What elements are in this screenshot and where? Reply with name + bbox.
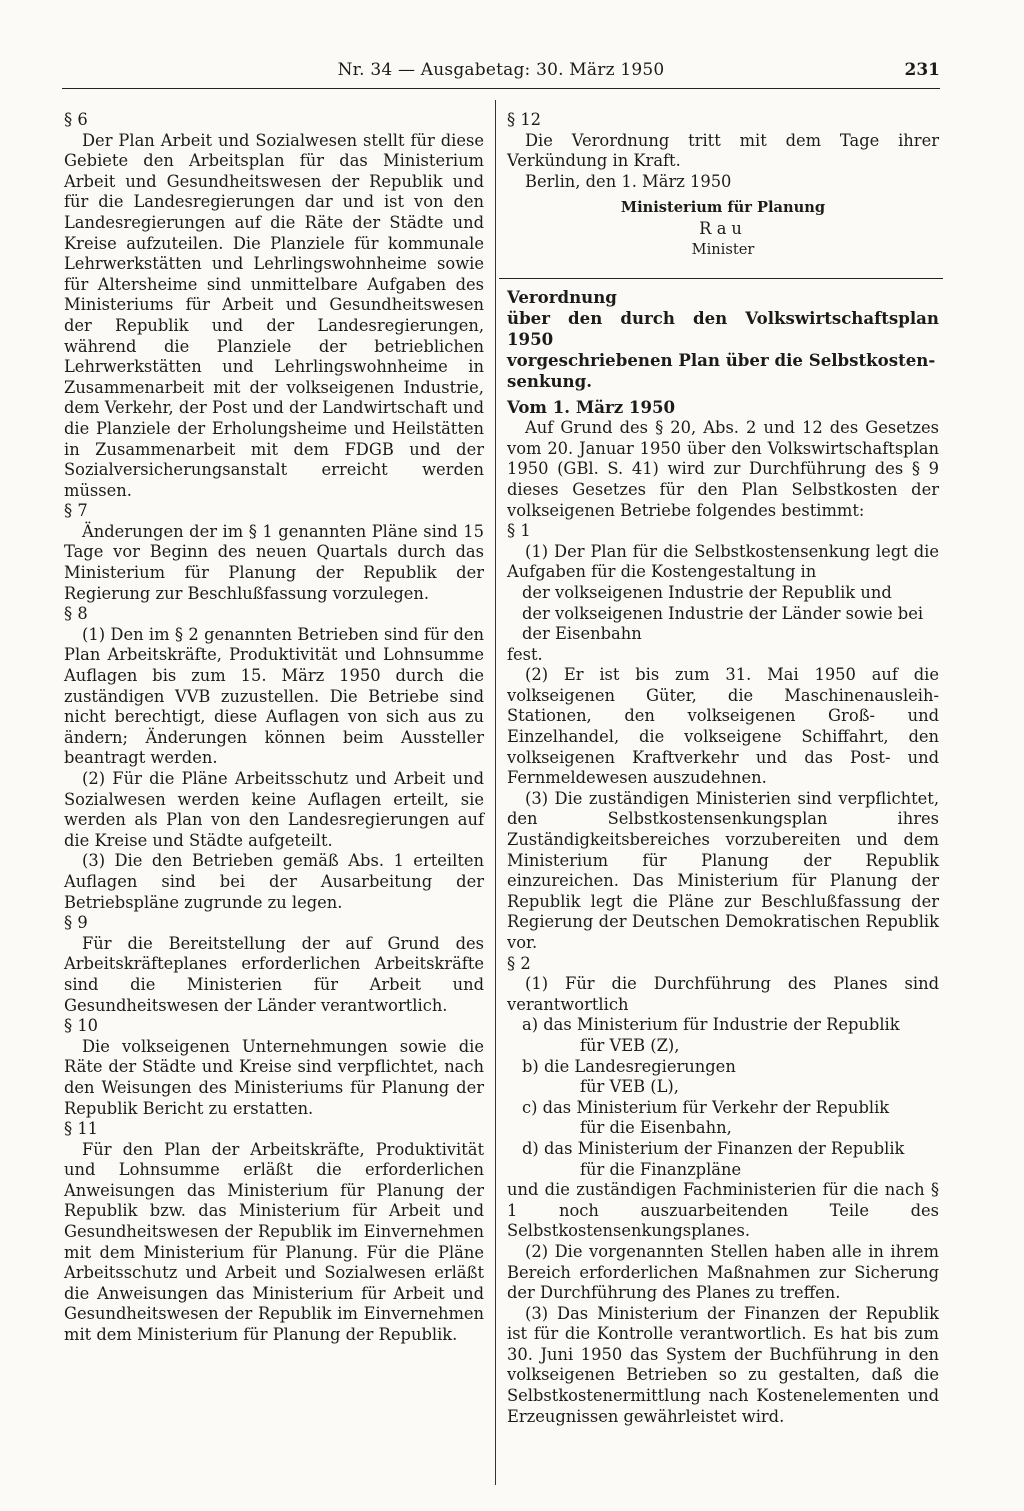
item-label: c): [522, 1097, 538, 1117]
section-8-paragraph-1: (1) Den im § 2 genannten Betrieben sind für den Plan Arbeitskräfte, Produktivität und Lohnsumme Auflagen bis zum 15. März 1950 durch die zuständigen VVB zuzustellen. Die Betriebe sind nicht berechtigt, diese Auflagen von sich aus zu ändern; Änderungen können beim Aussteller beantragt werden.: [64, 624, 484, 768]
item-label: a): [522, 1015, 539, 1035]
section-10-text: Die volkseigenen Unternehmungen sowie die Räte der Städte und Kreise sind verpflichtet, nach den Weisungen des Ministeriums für Planung der Republik Bericht zu erstatten.: [64, 1036, 484, 1118]
ordinance-section-2-end: und die zuständigen Fachministerien für die nach § 1 noch auszuarbeitenden Teile des Selbstkostensenkungsplanes.: [507, 1180, 939, 1241]
section-12-heading: § 12: [507, 110, 542, 129]
section-10-heading: § 10: [64, 1016, 99, 1036]
section-7-text: Änderungen der im § 1 genannten Pläne sind 15 Tage vor Beginn des neuen Quartals durch das Ministerium für Planung der Republik der Regierung zur Beschlußfassung vorzulegen.: [64, 521, 484, 603]
ordinance-section-1-paragraph-2: (2) Er ist bis zum 31. Mai 1950 auf die volkseigenen Güter, die Maschinenausleih-Stationen, den volkseigenen Groß- und Einzelhandel, die volkseigene Schiffahrt, den volkseigenen Kraftverkehr und das Post- und Fernmeldewesen auszudehnen.: [507, 665, 939, 788]
ordinance-section-2-heading: § 2: [507, 953, 531, 973]
ordinance-section-2-item-d: [507, 1139, 939, 1180]
ordinance-section-2-paragraph-3: (3) Das Ministerium der Finanzen der Republik ist für die Kontrolle verantwortlich. Es hat bis zum 30. Juni 1950 das System der Buchführung in den volkseigenen Betrieben so zu gestalten, daß die Selbstkostenermittlung nach Kostenelementen und Erzeugnissen gewährleistet wird.: [507, 1303, 939, 1426]
ordinance-section-2-paragraph-2: (2) Die vorgenannten Stellen haben alle in ihrem Bereich erforderlichen Maßnahmen zur Sicherung der Durchführung des Planes zu treffen.: [507, 1241, 939, 1303]
item-text: das Ministerium der Finanzen der Republik: [543, 1138, 905, 1158]
section-8-heading: § 8: [64, 604, 88, 624]
section-6-text: Der Plan Arbeit und Sozialwesen stellt für diese Gebiete den Arbeitsplan für das Ministerium Arbeit und Gesundheitswesen der Republik und für die Landesregierungen dar und ist von den Landesregierungen auf die Räte der Städte und Kreise aufzuteilen. Die Planziele für kommunale Lehrwerkstätten und Lehrlingswohnheime sowie für Altersheime sind unmittelbare Aufgaben des Ministeriums für Arbeit und Gesundheitswesen der Republik und der Landesregierungen, während die Planziele der betrieblichen Lehrwerkstätten und Lehrlingswohnheime in Zusammenarbeit mit der volkseigenen Industrie, dem Verkehr, der Post und der Landwirtschaft und die Planziele der Erholungsheime und Heilstätten in Zusammenarbeit mit dem FDGB und der Sozialversicherungsanstalt erreicht werden müssen.: [64, 130, 484, 500]
section-8-paragraph-3: (3) Die den Betrieben gemäß Abs. 1 erteilten Auflagen sind bei der Ausarbeitung der Betriebspläne zugrunde zu legen.: [64, 851, 484, 912]
item-text: das Ministerium für Verkehr der Republik: [542, 1097, 890, 1117]
item-text: das Ministerium für Industrie der Republik: [543, 1015, 900, 1035]
ordinance-section-1-intro: (1) Der Plan für die Selbstkostensenkung legt die Aufgaben für die Kostengestaltung in: [507, 541, 939, 582]
ordinance-section-1-line-1: der volkseigenen Industrie der Republik und: [522, 582, 892, 602]
section-6-heading: § 6: [64, 110, 88, 129]
ministry-name: Ministerium für Planung: [620, 199, 826, 217]
page-number: 231: [904, 60, 940, 80]
header-rule: [62, 88, 940, 89]
item-continuation: für VEB (Z),: [580, 1035, 680, 1055]
ordinance-section-2-item-a: [507, 1015, 939, 1056]
ordinance-section-1-end: fest.: [507, 644, 543, 664]
section-7-heading: § 7: [64, 501, 88, 521]
ordinance-section-1-line-2: der volkseigenen Industrie der Länder sowie bei der Eisenbahn: [522, 603, 924, 644]
item-label: d): [522, 1138, 539, 1158]
ordinance-section-2-item-b: [507, 1057, 939, 1098]
signatory-name: Rau: [699, 218, 747, 238]
item-text: die Landesregierungen: [543, 1056, 736, 1076]
item-label: b): [522, 1056, 539, 1076]
item-continuation: für VEB (L),: [580, 1077, 679, 1097]
section-9-heading: § 9: [64, 913, 88, 933]
left-column: [64, 104, 484, 1346]
ordinance-section-1-paragraph-3: (3) Die zuständigen Ministerien sind verpflichtet, den Selbstkostensenkungsplan ihres Zuständigkeitsbereiches vorzubereiten und dem Ministerium für Planung der Republik einzureichen. Das Ministerium für Planung der Republik legt die Pläne zur Beschlußfassung der Regierung der Deutschen Demokratischen Republik vor.: [507, 788, 939, 952]
section-8-paragraph-2: (2) Für die Pläne Arbeitsschutz und Arbeit und Sozialwesen werden keine Auflagen erteilt, sie werden als Plan von den Landesregierungen auf die Kreise und Städte aufgeteilt.: [64, 769, 484, 850]
section-9-text: Für die Bereitstellung der auf Grund des Arbeitskräfteplanes erforderlichen Arbeitskräfte sind die Ministerien für Arbeit und Gesundheitswesen der Länder verantwortlich.: [64, 933, 484, 1015]
column-divider: [495, 100, 496, 1485]
section-12-text: Die Verordnung tritt mit dem Tage ihrer Verkündung in Kraft.: [507, 130, 939, 171]
ordinance-title-4: senkung.: [507, 371, 592, 392]
ordinance-title-1: Verordnung: [507, 287, 617, 308]
ordinance-preamble: Auf Grund des § 20, Abs. 2 und 12 des Gesetzes vom 20. Januar 1950 über den Volkswirtschaftsplan 1950 (GBl. S. 41) wird zur Durchführung des § 9 dieses Gesetzes für den Plan Selbstkosten der volkseigenen Betriebe folgendes bestimmt:: [507, 418, 939, 520]
issue-line: Nr. 34 — Ausgabetag: 30. März 1950: [337, 60, 665, 80]
ordinance-date: Vom 1. März 1950: [507, 397, 676, 418]
ordinance-section-2-item-c: [507, 1098, 939, 1139]
item-continuation: für die Finanzpläne: [580, 1159, 742, 1179]
ordinance-title-2: über den durch den Volkswirtschaftsplan 1950: [507, 308, 939, 350]
page-header: [62, 60, 940, 86]
ordinance-title-3: vorgeschriebenen Plan über die Selbstkosten-: [507, 350, 936, 371]
ordinance-separator: [499, 278, 943, 279]
place-date: Berlin, den 1. März 1950: [525, 171, 732, 191]
section-11-text: Für den Plan der Arbeitskräfte, Produktivität und Lohnsumme erläßt die erforderlichen Anweisungen das Ministerium für Planung der Republik bzw. das Ministerium für Arbeit und Gesundheitswesen der Republik im Einvernehmen mit dem Ministerium für Planung. Für die Pläne Arbeitsschutz und Arbeit und Sozialwesen erläßt die Anweisungen das Ministerium für Arbeit und Gesundheitswesen der Republik im Einvernehmen mit dem Ministerium für Planung der Republik.: [64, 1139, 484, 1345]
signatory-role: Minister: [691, 240, 755, 258]
ordinance-section-1-heading: § 1: [507, 521, 531, 541]
ordinance-section-2-intro: (1) Für die Durchführung des Planes sind verantwortlich: [507, 974, 939, 1014]
right-column: [507, 104, 939, 1427]
item-continuation: für die Eisenbahn,: [580, 1118, 732, 1138]
section-11-heading: § 11: [64, 1119, 99, 1139]
